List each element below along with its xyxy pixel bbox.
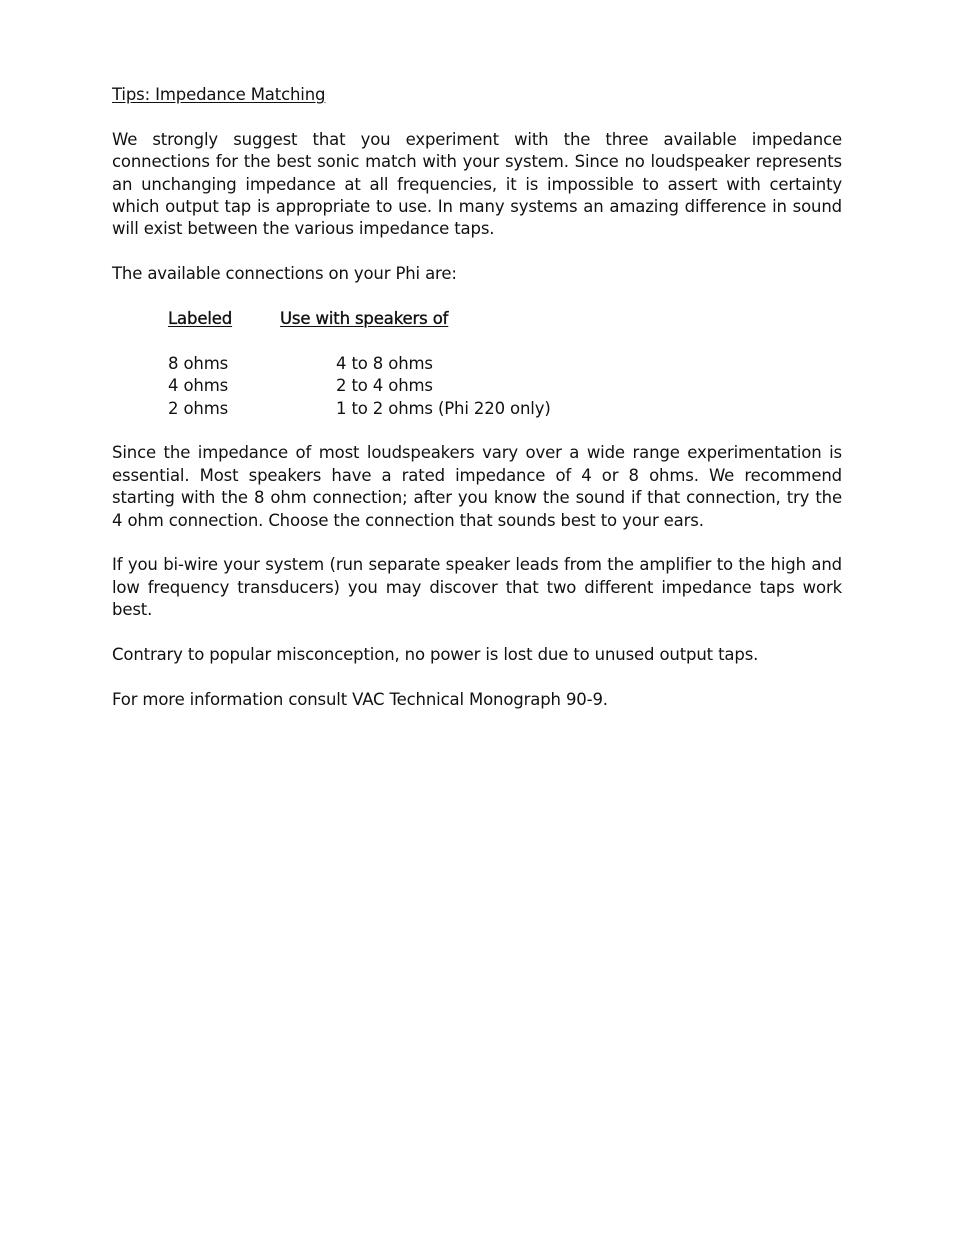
paragraph-impedance-variation: Since the impedance of most loudspeakers vary over a wide range experimentation is essential. Most speakers have a rated impedance of 4 or 8 ohms. We recommend starting with the 8 ohm connection; after you know the sound if that connection, try the 4 ohm connection. Choose the connection that sounds best to your ears. bbox=[112, 443, 842, 530]
table-header-row bbox=[168, 308, 842, 330]
row-label: 2 ohms bbox=[168, 398, 229, 418]
paragraph-more-information: For more information consult VAC Technical Monograph 90-9. bbox=[112, 689, 608, 709]
row-speakers: 2 to 4 ohms bbox=[336, 376, 433, 396]
table-row bbox=[168, 398, 842, 420]
paragraph-bi-wire: If you bi-wire your system (run separate speaker leads from the amplifier to the high and low frequency transducers) you may discover that two different impedance taps work best. bbox=[112, 555, 842, 620]
table-row bbox=[168, 353, 842, 375]
connections-table bbox=[168, 308, 842, 420]
paragraph-no-power-lost: Contrary to popular misconception, no power is lost due to unused output taps. bbox=[112, 645, 759, 665]
row-label: 4 ohms bbox=[168, 376, 229, 396]
header-labeled: Labeled bbox=[168, 309, 233, 329]
paragraph-connections-intro: The available connections on your Phi are: bbox=[112, 264, 457, 284]
header-use-with-speakers: Use with speakers of bbox=[280, 309, 449, 329]
section-heading: Tips: Impedance Matching bbox=[112, 85, 326, 104]
row-speakers: 1 to 2 ohms (Phi 220 only) bbox=[336, 398, 551, 418]
document-page bbox=[112, 84, 842, 711]
row-label: 8 ohms bbox=[168, 353, 229, 373]
row-speakers: 4 to 8 ohms bbox=[336, 353, 433, 373]
paragraph-experiment: We strongly suggest that you experiment with the three available impedance connections for the best sonic match with your system. Since no loudspeaker represents an unchanging impedance at all frequencies, it is impossible to assert with certainty which output tap is appropriate to use. In many systems an amazing difference in sound will exist between the various impedance taps. bbox=[112, 129, 842, 239]
table-row bbox=[168, 375, 842, 397]
